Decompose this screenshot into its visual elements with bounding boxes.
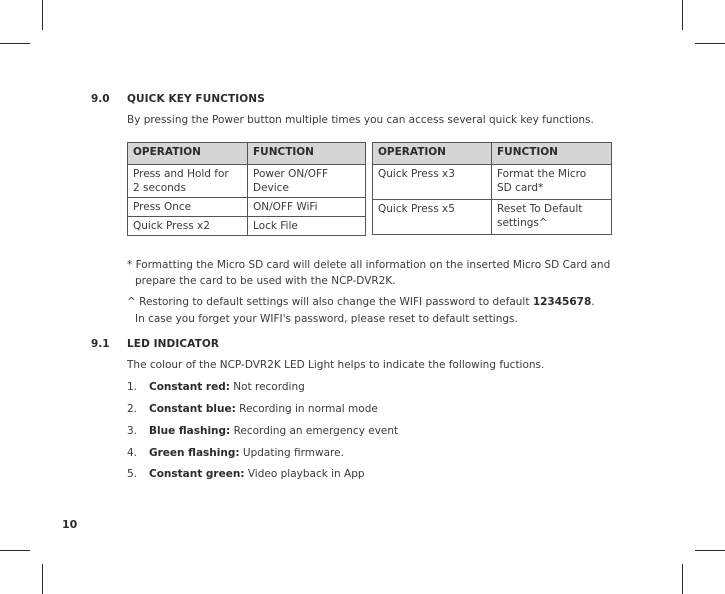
table-row (128, 198, 366, 217)
section-9-0-title: QUICK KEY FUNCTIONS (127, 93, 265, 105)
table-header-function: FUNCTION (492, 143, 612, 165)
table-cell-function: Format the Micro SD card* (492, 165, 612, 200)
list-item-number: 3. (127, 425, 138, 437)
list-item-number: 4. (127, 447, 138, 459)
table-row (128, 217, 366, 236)
section-9-1-title: LED INDICATOR (127, 338, 220, 350)
note-star-line-2: prepare the card to be used with the NCP-DVR2K. (135, 275, 396, 287)
led-desc: Updating firmware. (239, 447, 344, 459)
list-item-text (149, 447, 344, 459)
section-9-0-intro: By pressing the Power button multiple times you can access several quick key functions. (127, 114, 594, 126)
led-label: Constant green: (149, 468, 245, 480)
crop-mark-bottom-right-h (695, 550, 725, 551)
section-9-1-number: 9.1 (91, 338, 110, 350)
crop-mark-top-right (682, 0, 683, 30)
led-label: Blue flashing: (149, 425, 231, 437)
note-caret-line-1 (127, 296, 595, 308)
table-cell-operation: Quick Press x3 (373, 165, 492, 200)
list-item-text (149, 425, 398, 437)
list-item-text (149, 468, 365, 480)
led-desc: Video playback in App (244, 468, 365, 480)
table-cell-operation: Quick Press x5 (373, 200, 492, 235)
table-header-function: FUNCTION (248, 143, 366, 165)
table-cell-operation: Press and Hold for 2 seconds (128, 165, 248, 198)
table-row (373, 200, 612, 235)
led-desc: Recording in normal mode (235, 403, 378, 415)
table-row (373, 165, 612, 200)
table-header-row (128, 143, 366, 165)
table-header-operation: OPERATION (128, 143, 248, 165)
table-cell-function: ON/OFF WiFi (248, 198, 366, 217)
table-cell-function: Power ON/OFF Device (248, 165, 366, 198)
list-item-text (149, 403, 378, 415)
table-cell-operation: Quick Press x2 (128, 217, 248, 236)
note-caret-suffix: . (591, 296, 595, 308)
list-item-number: 2. (127, 403, 138, 415)
list-item-number: 5. (127, 468, 138, 480)
crop-mark-top-right-h (695, 43, 725, 44)
led-desc: Not recording (229, 381, 305, 393)
quick-key-table-right (372, 142, 612, 235)
page-number: 10 (62, 518, 78, 531)
table-header-row (373, 143, 612, 165)
crop-mark-top-left-h (0, 43, 30, 44)
list-item-number: 1. (127, 381, 138, 393)
table-row (128, 165, 366, 198)
crop-mark-bottom-left (42, 564, 43, 594)
table-header-operation: OPERATION (373, 143, 492, 165)
table-cell-function: Reset To Default settings^ (492, 200, 612, 235)
section-9-0-number: 9.0 (91, 93, 110, 105)
crop-mark-top-left (42, 0, 43, 30)
crop-mark-bottom-right (682, 564, 683, 594)
note-caret-line-2: In case you forget your WIFI's password, please reset to default settings. (135, 313, 518, 325)
note-star-line-1: * Formatting the Micro SD card will delete all information on the inserted Micro SD Card and (127, 259, 611, 271)
quick-key-table-left (127, 142, 366, 236)
led-label: Constant red: (149, 381, 230, 393)
led-desc: Recording an emergency event (230, 425, 399, 437)
default-password: 12345678 (532, 296, 592, 308)
table-cell-operation: Press Once (128, 198, 248, 217)
crop-mark-bottom-left-h (0, 550, 30, 551)
note-caret-prefix: ^ Restoring to default settings will also change the WIFI password to default (127, 296, 533, 308)
led-label: Green flashing: (149, 447, 240, 459)
table-cell-function: Lock File (248, 217, 366, 236)
section-9-1-intro: The colour of the NCP-DVR2K LED Light helps to indicate the following fuctions. (127, 359, 545, 371)
list-item-text (149, 381, 305, 393)
led-label: Constant blue: (149, 403, 236, 415)
